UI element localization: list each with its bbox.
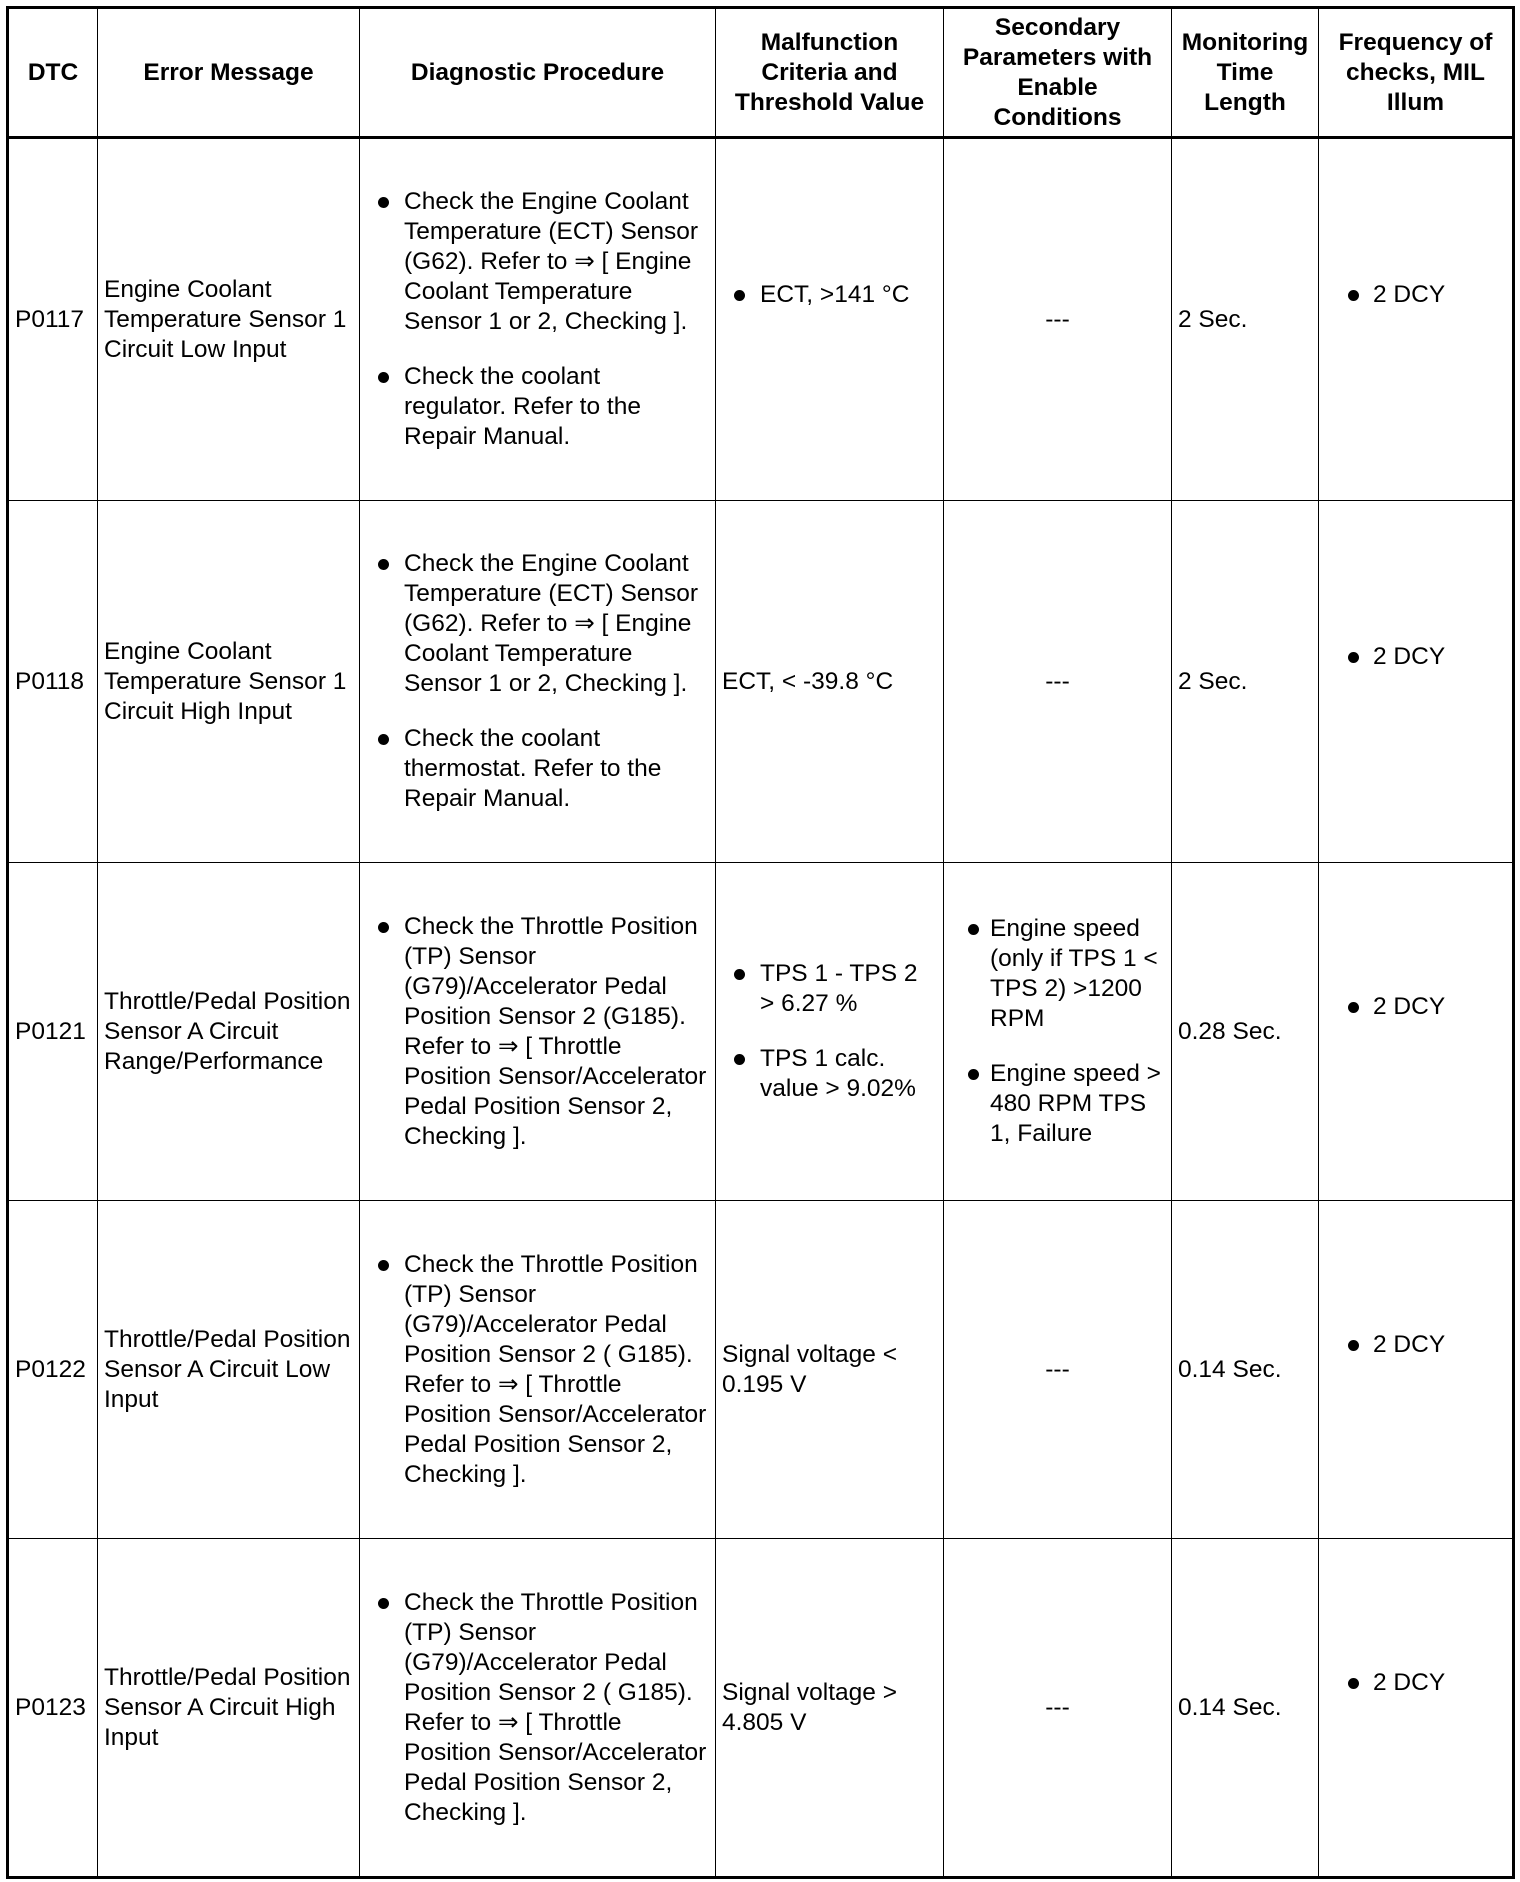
dtc-table-container — [6, 6, 1512, 1879]
error-message: Engine Coolant Temperature Sensor 1 Circuit Low Input — [98, 138, 360, 501]
error-message: Engine Coolant Temperature Sensor 1 Circuit High Input — [98, 501, 360, 863]
frequency — [1319, 1539, 1514, 1878]
dtc-code: P0118 — [8, 501, 98, 863]
table-row — [8, 1201, 1514, 1539]
procedure-item: Check the Engine Coolant Temperature (ECT) Sensor (G62). Refer to ⇒ [ Engine Coolant Temperature Sensor 1 or 2, Checking ]. — [366, 187, 709, 337]
error-message: Throttle/Pedal Position Sensor A Circuit Low Input — [98, 1201, 360, 1539]
criteria-item: TPS 1 calc. value > 9.02% — [722, 1044, 937, 1104]
secondary-parameters: --- — [944, 138, 1172, 501]
frequency — [1319, 1201, 1514, 1539]
bullet-icon — [1348, 652, 1359, 663]
secondary-item: Engine speed > 480 RPM TPS 1, Failure — [950, 1059, 1165, 1149]
bullet-icon — [968, 1069, 979, 1080]
frequency — [1319, 501, 1514, 863]
malfunction-criteria — [716, 138, 944, 501]
monitoring-time: 2 Sec. — [1172, 501, 1319, 863]
bullet-icon — [378, 1260, 389, 1271]
frequency-item: 2 DCY — [1325, 642, 1506, 672]
bullet-icon — [734, 290, 745, 301]
procedure-item: Check the coolant thermostat. Refer to the Repair Manual. — [366, 724, 709, 814]
frequency-item: 2 DCY — [1325, 1668, 1506, 1698]
bullet-icon — [378, 1598, 389, 1609]
table-row — [8, 138, 1514, 501]
header-dtc: DTC — [8, 8, 98, 138]
bullet-icon — [378, 197, 389, 208]
bullet-icon — [1348, 290, 1359, 301]
malfunction-criteria — [716, 863, 944, 1201]
bullet-icon — [378, 734, 389, 745]
bullet-icon — [378, 559, 389, 570]
secondary-parameters: --- — [944, 1201, 1172, 1539]
table-row — [8, 1539, 1514, 1878]
diagnostic-procedure — [360, 501, 716, 863]
frequency — [1319, 863, 1514, 1201]
bullet-icon — [1348, 1002, 1359, 1013]
error-message: Throttle/Pedal Position Sensor A Circuit Range/Performance — [98, 863, 360, 1201]
procedure-item: Check the Throttle Position (TP) Sensor (G79)/Accelerator Pedal Position Sensor 2 ( G185). Refer to ⇒ [ Throttle Position Sensor/Accelerator Pedal Position Sensor 2, Checking ]. — [366, 1250, 709, 1490]
malfunction-criteria: Signal voltage > 4.805 V — [716, 1539, 944, 1878]
bullet-icon — [968, 924, 979, 935]
header-diagnostic-procedure: Diagnostic Procedure — [360, 8, 716, 138]
secondary-parameters: --- — [944, 1539, 1172, 1878]
frequency-item: 2 DCY — [1325, 992, 1506, 1022]
error-message: Throttle/Pedal Position Sensor A Circuit High Input — [98, 1539, 360, 1878]
dtc-code: P0117 — [8, 138, 98, 501]
diagnostic-procedure — [360, 1539, 716, 1878]
header-error-message: Error Message — [98, 8, 360, 138]
header-row — [8, 8, 1514, 138]
dtc-table — [6, 6, 1515, 1879]
secondary-parameters: --- — [944, 501, 1172, 863]
monitoring-time: 0.14 Sec. — [1172, 1539, 1319, 1878]
monitoring-time: 0.28 Sec. — [1172, 863, 1319, 1201]
header-frequency: Frequency of checks, MIL Illum — [1319, 8, 1514, 138]
malfunction-criteria: Signal voltage < 0.195 V — [716, 1201, 944, 1539]
bullet-icon — [734, 1054, 745, 1065]
monitoring-time: 2 Sec. — [1172, 138, 1319, 501]
diagnostic-procedure — [360, 863, 716, 1201]
procedure-item: Check the coolant regulator. Refer to the Repair Manual. — [366, 362, 709, 452]
diagnostic-procedure — [360, 1201, 716, 1539]
bullet-icon — [734, 969, 745, 980]
bullet-icon — [378, 922, 389, 933]
frequency — [1319, 138, 1514, 501]
malfunction-criteria: ECT, < -39.8 °C — [716, 501, 944, 863]
header-monitoring-time: Monitoring Time Length — [1172, 8, 1319, 138]
frequency-item: 2 DCY — [1325, 1330, 1506, 1360]
procedure-item: Check the Engine Coolant Temperature (ECT) Sensor (G62). Refer to ⇒ [ Engine Coolant Temperature Sensor 1 or 2, Checking ]. — [366, 549, 709, 699]
bullet-icon — [378, 372, 389, 383]
dtc-code: P0122 — [8, 1201, 98, 1539]
diagnostic-procedure — [360, 138, 716, 501]
frequency-item: 2 DCY — [1325, 280, 1506, 310]
criteria-item: ECT, >141 °C — [722, 280, 937, 310]
secondary-item: Engine speed (only if TPS 1 < TPS 2) >1200 RPM — [950, 914, 1165, 1034]
header-secondary-parameters: Secondary Parameters with Enable Conditions — [944, 8, 1172, 138]
header-malfunction-criteria: Malfunction Criteria and Threshold Value — [716, 8, 944, 138]
table-row — [8, 863, 1514, 1201]
monitoring-time: 0.14 Sec. — [1172, 1201, 1319, 1539]
bullet-icon — [1348, 1678, 1359, 1689]
table-row — [8, 501, 1514, 863]
bullet-icon — [1348, 1340, 1359, 1351]
procedure-item: Check the Throttle Position (TP) Sensor (G79)/Accelerator Pedal Position Sensor 2 ( G185). Refer to ⇒ [ Throttle Position Sensor/Accelerator Pedal Position Sensor 2, Checking ]. — [366, 1588, 709, 1828]
criteria-item: TPS 1 - TPS 2 > 6.27 % — [722, 959, 937, 1019]
secondary-parameters — [944, 863, 1172, 1201]
dtc-code: P0123 — [8, 1539, 98, 1878]
dtc-code: P0121 — [8, 863, 98, 1201]
procedure-item: Check the Throttle Position (TP) Sensor (G79)/Accelerator Pedal Position Sensor 2 (G185). Refer to ⇒ [ Throttle Position Sensor/Accelerator Pedal Position Sensor 2, Checking ]. — [366, 912, 709, 1152]
